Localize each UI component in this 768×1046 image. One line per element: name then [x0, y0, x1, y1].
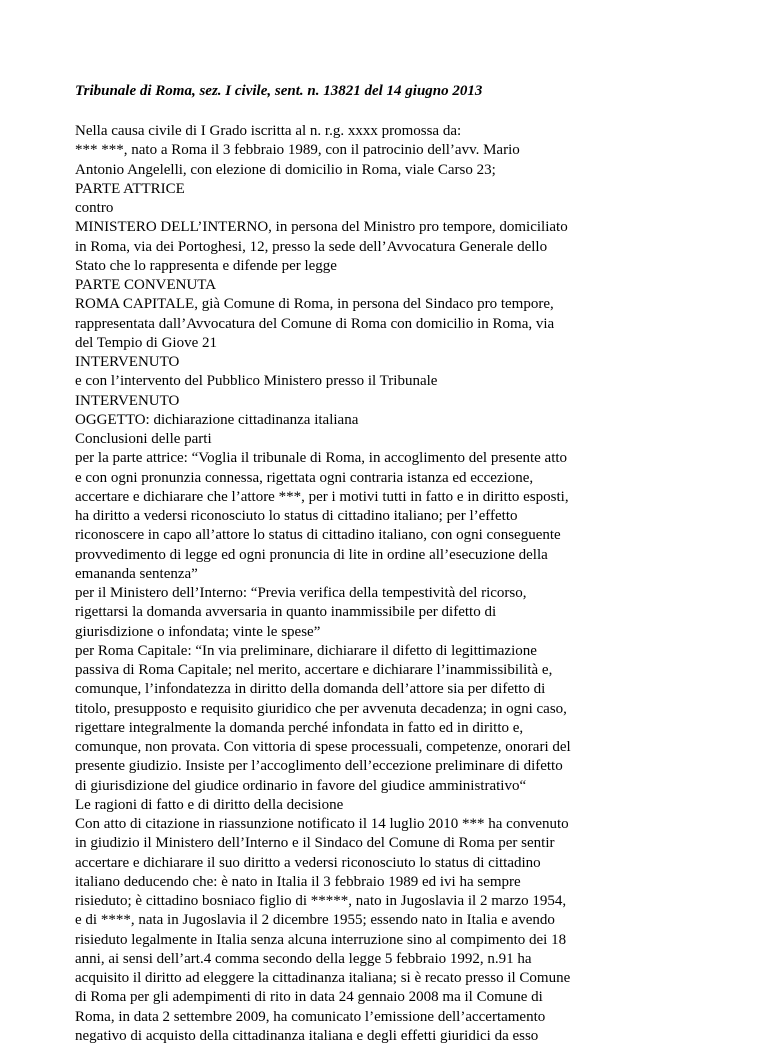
body-line: ROMA CAPITALE, già Comune di Roma, in persona del Sindaco pro tempore,	[75, 296, 554, 313]
body-line: INTERVENUTO	[75, 392, 180, 409]
body-line: per la parte attrice: “Voglia il tribunale di Roma, in accoglimento del presente atto	[75, 450, 568, 467]
body-line: passiva di Roma Capitale; nel merito, accertare e dichiarare l’inammissibilità e,	[75, 662, 553, 678]
body-line: comunque, l’infondatezza in diritto della domanda dell’attore sia per difetto di	[75, 681, 546, 698]
body-line: titolo, presupposto e requisito giuridico che per avvenuta decadenza; in ogni caso,	[75, 700, 567, 717]
body-line: PARTE ATTRICE	[75, 180, 185, 197]
body-line: MINISTERO DELL’INTERNO, in persona del Ministro pro tempore, domiciliato	[75, 219, 568, 236]
body-line: comunque, non provata. Con vittoria di spese processuali, competenze, onorari del	[75, 739, 571, 755]
body-line: rigettare integralmente la domanda perché infondata in fatto ed in diritto e,	[75, 719, 524, 736]
body-line: OGGETTO: dichiarazione cittadinanza italiana	[75, 411, 359, 428]
body-line: risieduto; è cittadino bosniaco figlio di *****, nato in Jugoslavia il 2 marzo 1954,	[75, 893, 567, 909]
body-line: in giudizio il Ministero dell’Interno e il Sindaco del Comune di Roma per sentir	[75, 835, 555, 852]
body-line: del Tempio di Giove 21	[75, 334, 217, 351]
body-line: per il Ministero dell’Interno: “Previa verifica della tempestività del ricorso,	[75, 585, 527, 601]
body-line: italiano deducendo che: è nato in Italia il 3 febbraio 1989 ed ivi ha sempre	[75, 873, 521, 890]
body-line: INTERVENUTO	[75, 354, 180, 370]
body-line: e con ogni pronunzia connessa, rigettata ogni contraria istanza ed eccezione,	[75, 469, 534, 486]
body-line: anni, ai sensi dell’art.4 comma secondo della legge 5 febbraio 1992, n.91 ha	[75, 950, 532, 967]
body-line: emananda sentenza”	[75, 565, 198, 582]
document-body	[75, 122, 725, 1046]
body-line: di giurisdizione del giudice ordinario in favore del giudice amministrativo“	[75, 777, 527, 794]
body-line: Conclusioni delle parti	[75, 431, 212, 447]
body-line: Roma, in data 2 settembre 2009, ha comunicato l’emissione dell’accertamento	[75, 1008, 546, 1025]
body-line: Le ragioni di fatto e di diritto della decisione	[75, 796, 344, 813]
body-line: Stato che lo rappresenta e difende per legge	[75, 257, 337, 274]
body-line: per Roma Capitale: “In via preliminare, dichiarare il difetto di legittimazione	[75, 642, 537, 659]
body-line: rappresentata dall’Avvocatura del Comune di Roma con domicilio in Roma, via	[75, 315, 555, 332]
body-line: provvedimento di legge ed ogni pronuncia di lite in ordine all’esecuzione della	[75, 546, 548, 563]
body-line: acquisito il diritto ad eleggere la cittadinanza italiana; si è recato presso il Comune	[75, 970, 571, 986]
body-line: giurisdizione o infondata; vinte le spese”	[75, 623, 321, 640]
body-line: e con l’intervento del Pubblico Ministero presso il Tribunale	[75, 373, 438, 390]
body-line: risieduto legalmente in Italia senza alcuna interruzione sino al compimento dei 18	[75, 931, 567, 948]
body-line: Nella causa civile di I Grado iscritta al n. r.g. xxxx promossa da:	[75, 123, 462, 139]
body-line: PARTE CONVENUTA	[75, 277, 217, 293]
body-line: riconoscere in capo all’attore lo status di cittadino italiano, con ogni conseguente	[75, 527, 561, 544]
body-line: accertare e dichiarare il suo diritto a vedersi riconosciuto lo status di cittadino	[75, 854, 541, 871]
body-line: accertare e dichiarare che l’attore ***, per i motivi tutti in fatto e in diritto esposti,	[75, 488, 569, 505]
body-line: Antonio Angelelli, con elezione di domicilio in Roma, viale Carso 23;	[75, 161, 496, 178]
body-line: Con atto di citazione in riassunzione notificato il 14 luglio 2010 *** ha convenuto	[75, 816, 569, 832]
body-line: in Roma, via dei Portoghesi, 12, presso la sede dell’Avvocatura Generale dello	[75, 238, 548, 255]
body-line: di Roma per gli adempimenti di rito in data 24 gennaio 2008 ma il Comune di	[75, 989, 543, 1006]
body-line: ha diritto a vedersi riconosciuto lo status di cittadino italiano; per l’effetto	[75, 508, 518, 524]
body-line: e di ****, nata in Jugoslavia il 2 dicembre 1955; essendo nato in Italia e avendo	[75, 912, 555, 929]
body-line: contro	[75, 200, 114, 216]
body-line: presente giudizio. Insiste per l’accoglimento dell’eccezione preliminare di difetto	[75, 758, 563, 775]
body-line: negativo di acquisto della cittadinanza italiana e degli effetti giuridici da esso	[75, 1027, 539, 1044]
body-line: *** ***, nato a Roma il 3 febbraio 1989, con il patrocinio dell’avv. Mario	[75, 142, 520, 159]
document-title: Tribunale di Roma, sez. I civile, sent. n. 13821 del 14 giugno 2013	[75, 83, 483, 99]
body-line: rigettarsi la domanda avversaria in quanto inammissibile per difetto di	[75, 604, 497, 621]
